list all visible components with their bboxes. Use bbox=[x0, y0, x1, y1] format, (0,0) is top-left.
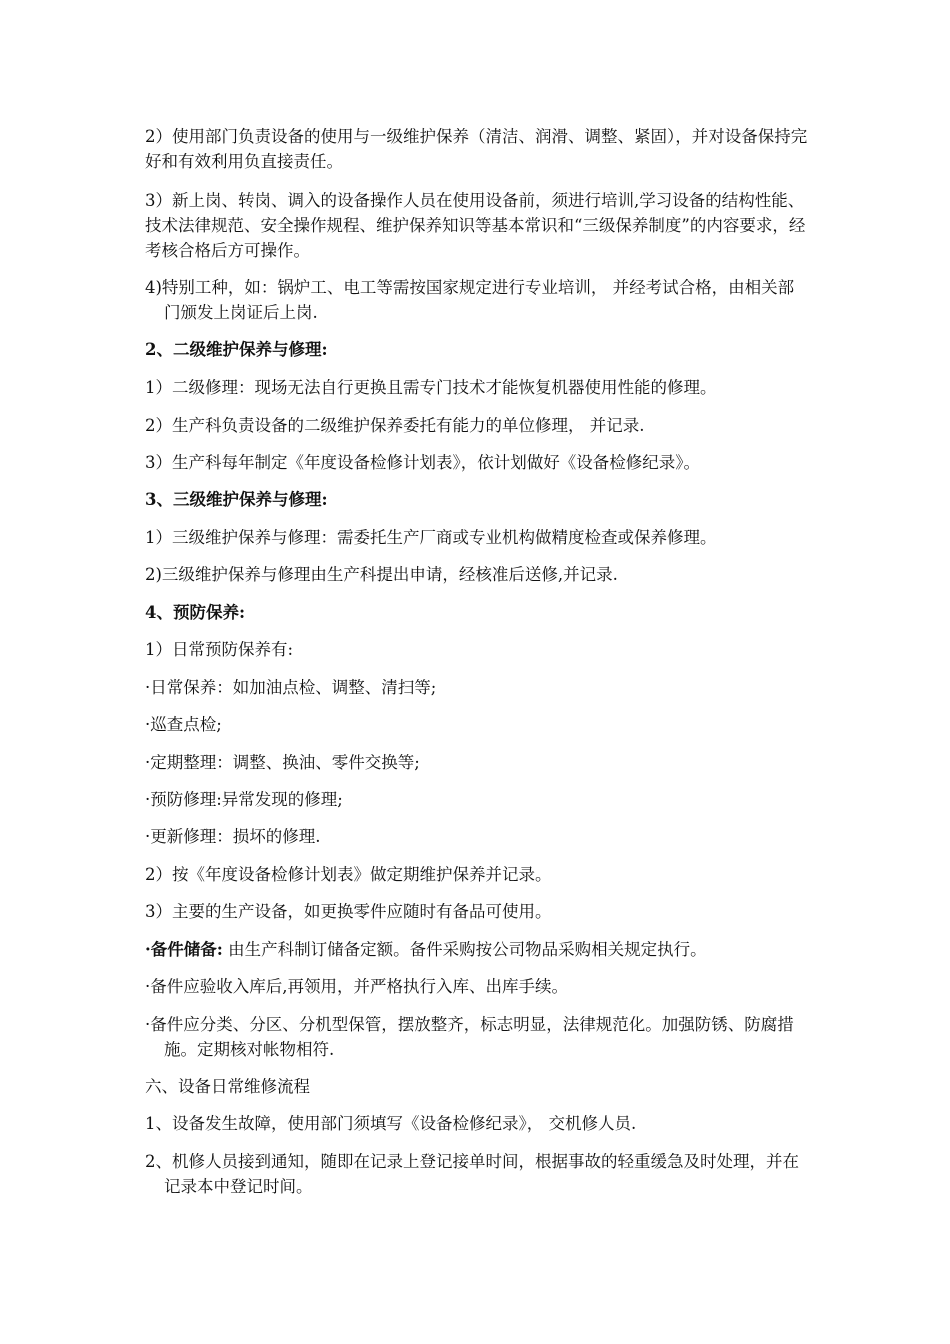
paragraph-special-trades: 4)特别工种，如：锅炉工、电工等需按国家规定进行专业培训， 并经考试合格，由相关部门颁发上岗证后上岗. bbox=[145, 278, 795, 322]
paragraph-repair-response: 2、机修人员接到通知，随即在记录上登记接单时间，根据事故的轻重缓急及时处理，并在记录本中登记时间。 bbox=[145, 1152, 799, 1196]
bullet-spare-reserve-text: 由生产科制订储备定额。备件采购按公司物品采购相关规定执行。 bbox=[222, 940, 707, 959]
paragraph-spare-parts-ready: 3）主要的生产设备，如更换零件应随时有备品可使用。 bbox=[145, 902, 552, 921]
bullet-renewal-repair: ·更新修理：损坏的修理. bbox=[145, 827, 321, 846]
bullet-preventive-repair: ·预防修理:异常发现的修理; bbox=[145, 790, 343, 809]
bullet-spare-inbound: ·备件应验收入库后,再领用，并严格执行入库、出库手续。 bbox=[145, 977, 568, 996]
bullet-spare-storage: ·备件应分类、分区、分机型保管，摆放整齐，标志明显，法律规范化。加强防锈、防腐措施。定期核对帐物相符. bbox=[145, 1015, 794, 1059]
bullet-periodic-tidy: ·定期整理：调整、换油、零件交换等; bbox=[145, 753, 420, 772]
paragraph-fault-report: 1、设备发生故障，使用部门须填写《设备检修纪录》， 交机修人员. bbox=[145, 1114, 637, 1133]
paragraph-level3-application: 2)三级维护保养与修理由生产科提出申请，经核准后送修,并记录. bbox=[145, 565, 618, 584]
paragraph-periodic-maintenance: 2）按《年度设备检修计划表》做定期维护保养并记录。 bbox=[145, 865, 552, 884]
bullet-spare-reserve bbox=[145, 937, 810, 962]
section-heading-prevention: 4、预防保养: bbox=[145, 603, 246, 622]
bullet-daily-care: ·日常保养：如加油点检、调整、清扫等; bbox=[145, 678, 437, 697]
paragraph-operator-training: 3）新上岗、转岗、调入的设备操作人员在使用设备前，须进行培训,学习设备的结构性能、技术法律规范、安全操作规程、维护保养知识等基本常识和“三级保养制度”的内容要求，经考核合格后方可操作。 bbox=[145, 191, 806, 260]
paragraph-level2-delegation: 2）生产科负责设备的二级维护保养委托有能力的单位修理， 并记录. bbox=[145, 416, 645, 435]
paragraph-annual-plan: 3）生产科每年制定《年度设备检修计划表》，依计划做好《设备检修纪录》。 bbox=[145, 453, 700, 472]
paragraph-level2-repair: 1）二级修理：现场无法自行更换且需专门技术才能恢复机器使用性能的修理。 bbox=[145, 378, 717, 397]
section-heading-level3: 3、三级维护保养与修理: bbox=[145, 490, 328, 509]
section-heading-level2: 2、二级维护保养与修理: bbox=[145, 340, 328, 359]
bullet-spare-reserve-lead: ·备件储备: bbox=[145, 940, 223, 959]
paragraph-level3-repair: 1）三级维护保养与修理：需委托生产厂商或专业机构做精度检查或保养修理。 bbox=[145, 528, 717, 547]
paragraph-level1-maintenance: 2）使用部门负责设备的使用与一级维护保养（清洁、润滑、调整、紧固），并对设备保持完好和有效利用负直接责任。 bbox=[145, 127, 808, 171]
paragraph-daily-prevention: 1）日常预防保养有: bbox=[145, 640, 294, 659]
bullet-patrol-check: ·巡查点检; bbox=[145, 715, 222, 734]
section-heading-daily-repair-flow: 六、设备日常维修流程 bbox=[145, 1077, 310, 1096]
